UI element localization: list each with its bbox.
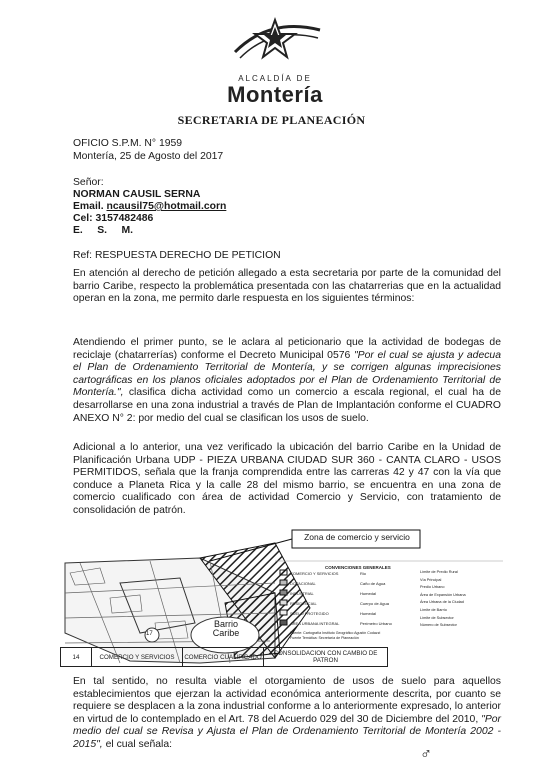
legend-item: SUELO PROTEGIDO xyxy=(290,611,329,616)
barrio-label-line: Caribe xyxy=(212,628,240,638)
zoning-table-row xyxy=(60,647,388,667)
table-cell: 14 xyxy=(61,648,92,666)
legend-item: INDUSTRIAL xyxy=(290,591,314,596)
map-source-line: Fuente: Cartografía Instituto Geográfico Agustín Codazzi xyxy=(290,631,381,635)
city-name: Montería xyxy=(227,82,323,107)
city-emblem-icon xyxy=(210,12,340,72)
paragraph-4-intro: En tal sentido, no resulta viable el otorgamiento de usos de suelo para aquellos establecimientos que ejerzan la actividad económica anteriormente descrita, por cuanto se requiere se desplacen a la zona industrial conforme a lo anteriormente expresado, lo anterior en virtud de lo contemplado en el Art. 78 del Acuerdo 029 del 30 de Diciembre del 2010, xyxy=(73,676,501,725)
paragraph-1: En atención al derecho de petición allegado a esta secretaria por parte de la comunidad del barrio Caribe, respecto la problemática presentada con las chatarrerias que en la actualidad operan en la zona, me permito darle respuesta en los siguientes términos: xyxy=(73,268,501,305)
letterhead-logo xyxy=(210,12,340,112)
letter-date: Montería, 25 de Agosto del 2017 xyxy=(73,151,224,162)
legend-item: Límite de Subsector xyxy=(420,615,454,620)
legend-boundaries xyxy=(420,569,466,630)
map-source xyxy=(290,631,380,641)
conventions-title: CONVENCIONES GENERALES xyxy=(325,565,391,570)
legend-item: Predio Urbano xyxy=(420,585,445,590)
legend-item: Área de Expansión Urbana xyxy=(420,592,466,597)
legend-item: Cuerpo de Agua xyxy=(360,601,389,606)
legend-item: Vía Principal xyxy=(420,577,442,582)
legend-item: Límite de Predio Rural xyxy=(420,570,458,574)
legend-item: Humedal xyxy=(360,591,377,596)
legend-item: RESIDENCIAL xyxy=(290,601,317,606)
reference-line: Ref: RESPUESTA DERECHO DE PETICION xyxy=(73,250,281,261)
map-source-line: Fuente Temática: Secretaría de Planeación xyxy=(290,636,359,640)
legend-item: Caño de Agua xyxy=(360,581,386,586)
table-cell: COMERCIO CUALIFICADO xyxy=(183,648,264,666)
email-link[interactable]: ncausil75@hotmail.corn xyxy=(106,201,227,212)
paragraph-4 xyxy=(73,676,501,752)
paragraph-2-intro: Atendiendo el primer punto, se le aclara al peticionario que la actividad de bodegas de reciclaje (chatarrerías) conforme el Decreto Municipal 0576 xyxy=(73,337,501,361)
legend-item: Límite de Barrio xyxy=(420,607,447,612)
legend-item: Perímetro Urbano xyxy=(360,621,392,626)
initials-mark: ♂ xyxy=(420,746,432,763)
alcaldia-label: ALCALDÍA DE xyxy=(238,74,312,83)
recipient-name: NORMAN CAUSIL SERNA xyxy=(73,189,201,200)
legend-item: Humedal xyxy=(360,611,377,616)
email-label: Email. xyxy=(73,201,104,212)
acuerdo-quote: "Por medio del cual se Revisa y Ajusta el Plan de Ordenamiento Territorial de Montería 2002 - 2015", xyxy=(73,713,501,750)
salutation: Señor: xyxy=(73,177,104,188)
legend-land-uses xyxy=(290,569,339,629)
table-cell: COMERCIO Y SERVICIOS xyxy=(92,648,183,666)
map-callout: Zona de comercio y servicio xyxy=(304,532,410,542)
legend-item: Rio xyxy=(360,571,367,576)
recipient-cel: Cel: 3157482486 xyxy=(73,213,154,224)
paragraph-4-end: el cual señala: xyxy=(105,738,173,750)
recipient-email xyxy=(73,201,226,214)
paragraph-2 xyxy=(73,337,501,425)
barrio-caribe-label xyxy=(206,620,246,638)
legend-item: DOTACIONAL xyxy=(290,581,316,586)
secretaria-title: SECRETARIA DE PLANEACIÓN xyxy=(177,113,366,127)
oficio-number: OFICIO S.P.M. N° 1959 xyxy=(73,138,183,149)
lot-number-label: 17 xyxy=(146,631,153,637)
legend-item: Área Urbana de la Ciudad xyxy=(420,600,464,605)
esm-line: E. S. M. xyxy=(73,225,134,236)
paragraph-2-rest: clasifica dicha actividad como un comercio a escala regional, el cual ha de desarrollarse en una zona industrial a través de Plan de Implantación conforme el CUADRO ANEXO N° 2: por medio del cual se clasifican los usos de suelo. xyxy=(73,387,501,424)
decree-quote: "Por el cual se ajusta y adecua el Plan de Ordenamiento Territorial de Montería, y se corrigen algunas imprecisiones cartográficas en los planos oficiales adoptados por el Plan de Ordenamiento Territorial de Montería.", xyxy=(73,349,501,399)
legend-item: Número de Subsector xyxy=(420,623,457,628)
legend-water xyxy=(360,569,392,629)
legend-item: COMERCIO Y SERVICIOS xyxy=(290,571,339,576)
table-cell: CONSOLIDACION CON CAMBIO DE PATRON xyxy=(273,650,378,664)
paragraph-3: Adicional a lo anterior, una vez verificado la ubicación del barrio Caribe en la Unidad de Planificación Urbana UDP - PIEZA URBANA CIUDAD SUR 360 - CANTA CLARO - USOS PERMITIDOS, señala que la franja comprendida entre las carreras 42 y 47 con la vía que conduce a Planeta Rica y la calle 28 del mismo barrio, se encuentra en una zona de comercio cualificado con área de actividad Comercio y Servicio, con tratamiento de consolidación de patrón. xyxy=(73,442,501,516)
barrio-label-line: Barrio xyxy=(213,619,238,629)
legend-item: AREA URBANA INTEGRAL xyxy=(290,621,340,626)
